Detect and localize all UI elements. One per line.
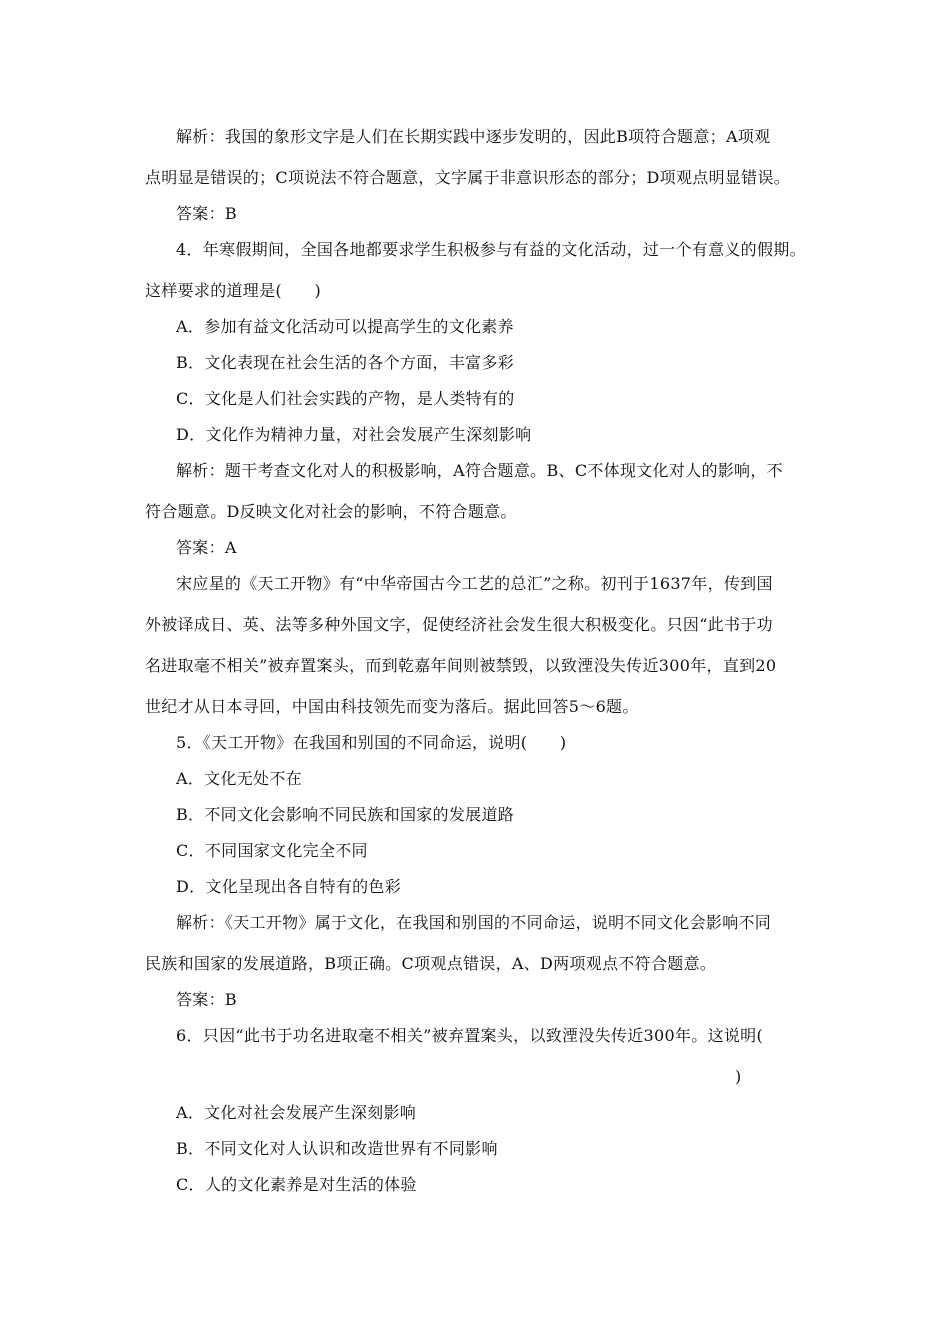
analysis-text: 解析：《天工开物》属于文化，在我国和别国的不同命运，说明不同文化会影响不同 [176, 913, 772, 932]
option-b: B．不同文化对人认识和改造世界有不同影响 [176, 1139, 498, 1158]
question-4-stem: 4．年寒假期间，全国各地都要求学生积极参与有益的文化活动，过一个有意义的假期。 [176, 240, 806, 259]
question-6-stem: 6．只因“此书于功名进取毫不相关”被弃置案头，以致湮没失传近300年。这说明( [176, 1026, 764, 1045]
question-5-stem: 5．《天工开物》在我国和别国的不同命运，说明( ) [176, 733, 567, 752]
analysis-text: 解析：我国的象形文字是人们在长期实践中逐步发明的，因此B项符合题意；A项观 [176, 127, 771, 146]
option-c: C．人的文化素养是对生活的体验 [176, 1175, 417, 1194]
question-6-bracket: ) [735, 1067, 742, 1086]
analysis-text: 解析：题干考查文化对人的积极影响，A符合题意。B、C不体现文化对人的影响，不 [176, 461, 783, 480]
option-c: C．文化是人们社会实践的产物，是人类特有的 [176, 389, 515, 408]
analysis-text: 点明显是错误的；C项说法不符合题意，文字属于非意识形态的部分；D项观点明显错误。 [145, 168, 791, 187]
option-c: C．不同国家文化完全不同 [176, 841, 368, 860]
option-a: A．文化对社会发展产生深刻影响 [176, 1103, 417, 1122]
option-b: B．不同文化会影响不同民族和国家的发展道路 [176, 805, 515, 824]
answer-text: 答案：A [176, 538, 237, 557]
option-d: D．文化作为精神力量，对社会发展产生深刻影响 [176, 425, 532, 444]
material-text: 世纪才从日本寻回，中国由科技领先而变为落后。据此回答5～6题。 [145, 697, 639, 716]
analysis-text: 民族和国家的发展道路，B项正确。C项观点错误，A、D两项观点不符合题意。 [145, 954, 717, 973]
question-4-stem: 这样要求的道理是( ) [145, 281, 322, 300]
material-text: 宋应星的《天工开物》有“中华帝国古今工艺的总汇”之称。初刊于1637年，传到国 [176, 574, 773, 593]
material-text: 外被译成日、英、法等多种外国文字，促使经济社会发生很大积极变化。只因“此书于功 [145, 615, 773, 634]
option-a: A．文化无处不在 [176, 769, 302, 788]
analysis-text: 符合题意。D反映文化对社会的影响，不符合题意。 [145, 502, 517, 521]
option-d: D．文化呈现出各自特有的色彩 [176, 877, 402, 896]
material-text: 名进取毫不相关”被弃置案头，而到乾嘉年间则被禁毁，以致湮没失传近300年，直到20 [145, 656, 777, 675]
answer-text: 答案：B [176, 204, 237, 223]
option-a: A．参加有益文化活动可以提高学生的文化素养 [176, 317, 514, 336]
answer-text: 答案：B [176, 990, 237, 1009]
option-b: B．文化表现在社会生活的各个方面，丰富多彩 [176, 353, 515, 372]
